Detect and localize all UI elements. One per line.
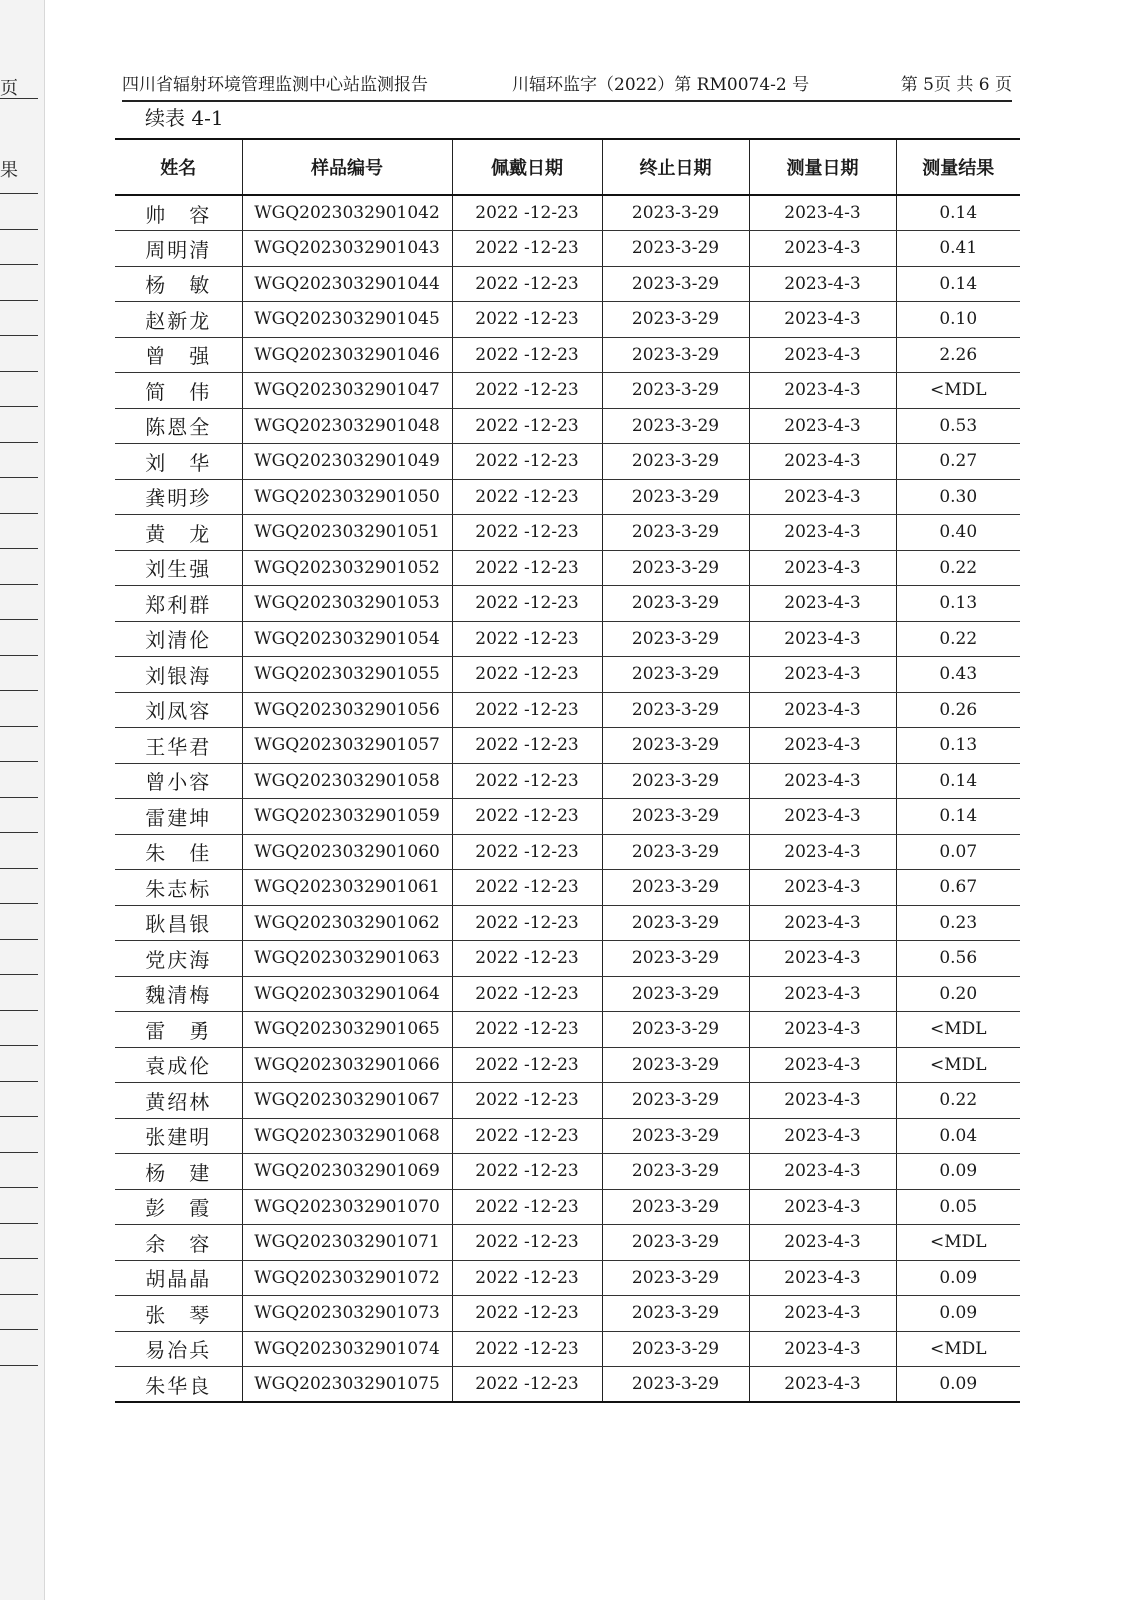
cell-wear-date: 2022 -12-23 — [452, 870, 602, 906]
cell-name: 余 容 — [115, 1225, 242, 1261]
cell-result: 0.26 — [896, 692, 1020, 728]
table-row — [115, 763, 1020, 799]
cell-sample-id: WGQ2023032901061 — [242, 870, 452, 906]
cell-name: 魏清梅 — [115, 976, 242, 1012]
cell-wear-date: 2022 -12-23 — [452, 763, 602, 799]
cell-result: 0.07 — [896, 834, 1020, 870]
cell-measure-date: 2023-4-3 — [749, 905, 896, 941]
edge-rule-line — [0, 335, 38, 336]
cell-wear-date: 2022 -12-23 — [452, 337, 602, 373]
edge-rule-line — [0, 761, 38, 762]
edge-char-2: 果 — [0, 160, 18, 181]
cell-wear-date: 2022 -12-23 — [452, 1189, 602, 1225]
cell-measure-date: 2023-4-3 — [749, 408, 896, 444]
edge-rule-line — [0, 442, 38, 443]
cell-name: 朱 佳 — [115, 834, 242, 870]
cell-measure-date: 2023-4-3 — [749, 1189, 896, 1225]
cell-name: 周明清 — [115, 231, 242, 267]
table-row — [115, 1083, 1020, 1119]
cell-measure-date: 2023-4-3 — [749, 941, 896, 977]
table-subtitle: 续表 4-1 — [145, 106, 224, 130]
cell-result: 0.04 — [896, 1118, 1020, 1154]
cell-wear-date: 2022 -12-23 — [452, 479, 602, 515]
cell-measure-date: 2023-4-3 — [749, 657, 896, 693]
header-end-date: 终止日期 — [602, 139, 749, 195]
cell-end-date: 2023-3-29 — [602, 941, 749, 977]
cell-result: 0.09 — [896, 1367, 1020, 1403]
cell-sample-id: WGQ2023032901055 — [242, 657, 452, 693]
cell-wear-date: 2022 -12-23 — [452, 834, 602, 870]
cell-result: 0.14 — [896, 763, 1020, 799]
cell-result: <MDL — [896, 1225, 1020, 1261]
cell-end-date: 2023-3-29 — [602, 692, 749, 728]
report-header — [122, 66, 1012, 102]
table-row — [115, 941, 1020, 977]
cell-wear-date: 2022 -12-23 — [452, 941, 602, 977]
cell-measure-date: 2023-4-3 — [749, 195, 896, 231]
table-row — [115, 1154, 1020, 1190]
cell-name: 朱华良 — [115, 1367, 242, 1403]
cell-end-date: 2023-3-29 — [602, 870, 749, 906]
cell-wear-date: 2022 -12-23 — [452, 657, 602, 693]
cell-measure-date: 2023-4-3 — [749, 302, 896, 338]
table-row — [115, 834, 1020, 870]
cell-wear-date: 2022 -12-23 — [452, 1367, 602, 1403]
cell-measure-date: 2023-4-3 — [749, 834, 896, 870]
cell-wear-date: 2022 -12-23 — [452, 373, 602, 409]
cell-end-date: 2023-3-29 — [602, 550, 749, 586]
cell-end-date: 2023-3-29 — [602, 1367, 749, 1403]
edge-rule-line — [0, 903, 38, 904]
cell-name: 杨 建 — [115, 1154, 242, 1190]
cell-wear-date: 2022 -12-23 — [452, 302, 602, 338]
table-row — [115, 266, 1020, 302]
cell-name: 龚明珍 — [115, 479, 242, 515]
edge-rule-line — [0, 1045, 38, 1046]
table-row — [115, 976, 1020, 1012]
cell-sample-id: WGQ2023032901056 — [242, 692, 452, 728]
cell-measure-date: 2023-4-3 — [749, 1083, 896, 1119]
cell-measure-date: 2023-4-3 — [749, 515, 896, 551]
cell-sample-id: WGQ2023032901054 — [242, 621, 452, 657]
cell-end-date: 2023-3-29 — [602, 1012, 749, 1048]
edge-rule-line — [0, 655, 38, 656]
edge-rule-line — [0, 1329, 38, 1330]
cell-measure-date: 2023-4-3 — [749, 337, 896, 373]
cell-result: 0.20 — [896, 976, 1020, 1012]
cell-measure-date: 2023-4-3 — [749, 1367, 896, 1403]
cell-wear-date: 2022 -12-23 — [452, 799, 602, 835]
cell-sample-id: WGQ2023032901075 — [242, 1367, 452, 1403]
cell-wear-date: 2022 -12-23 — [452, 976, 602, 1012]
cell-measure-date: 2023-4-3 — [749, 1118, 896, 1154]
cell-wear-date: 2022 -12-23 — [452, 1260, 602, 1296]
table-row — [115, 586, 1020, 622]
table-row — [115, 621, 1020, 657]
cell-name: 郑利群 — [115, 586, 242, 622]
header-result: 测量结果 — [896, 139, 1020, 195]
cell-sample-id: WGQ2023032901057 — [242, 728, 452, 764]
edge-rule-line — [0, 1365, 38, 1366]
cell-measure-date: 2023-4-3 — [749, 763, 896, 799]
edge-rule-line — [0, 229, 38, 230]
cell-measure-date: 2023-4-3 — [749, 550, 896, 586]
header-document-number: 川辐环监字（2022）第 RM0074-2 号 — [512, 75, 810, 95]
cell-name: 张建明 — [115, 1118, 242, 1154]
cell-measure-date: 2023-4-3 — [749, 692, 896, 728]
edge-rule-line — [0, 1294, 38, 1295]
table-row — [115, 479, 1020, 515]
cell-result: 0.13 — [896, 728, 1020, 764]
cell-measure-date: 2023-4-3 — [749, 728, 896, 764]
edge-rule-line — [0, 832, 38, 833]
cell-wear-date: 2022 -12-23 — [452, 1296, 602, 1332]
cell-wear-date: 2022 -12-23 — [452, 692, 602, 728]
cell-result: <MDL — [896, 1012, 1020, 1048]
edge-rule-line — [0, 300, 38, 301]
cell-end-date: 2023-3-29 — [602, 1296, 749, 1332]
cell-end-date: 2023-3-29 — [602, 905, 749, 941]
edge-rule-line — [0, 193, 38, 194]
cell-end-date: 2023-3-29 — [602, 266, 749, 302]
cell-name: 简 伟 — [115, 373, 242, 409]
cell-result: 0.23 — [896, 905, 1020, 941]
cell-result: 0.22 — [896, 1083, 1020, 1119]
table-row — [115, 550, 1020, 586]
cell-wear-date: 2022 -12-23 — [452, 515, 602, 551]
cell-end-date: 2023-3-29 — [602, 1083, 749, 1119]
cell-name: 耿昌银 — [115, 905, 242, 941]
header-organization: 四川省辐射环境管理监测中心站监测报告 — [122, 75, 428, 95]
cell-sample-id: WGQ2023032901070 — [242, 1189, 452, 1225]
cell-sample-id: WGQ2023032901059 — [242, 799, 452, 835]
cell-measure-date: 2023-4-3 — [749, 621, 896, 657]
cell-name: 张 琴 — [115, 1296, 242, 1332]
cell-end-date: 2023-3-29 — [602, 1154, 749, 1190]
cell-measure-date: 2023-4-3 — [749, 1296, 896, 1332]
cell-measure-date: 2023-4-3 — [749, 1260, 896, 1296]
cell-measure-date: 2023-4-3 — [749, 444, 896, 480]
cell-wear-date: 2022 -12-23 — [452, 1331, 602, 1367]
cell-name: 胡晶晶 — [115, 1260, 242, 1296]
cell-result: 0.09 — [896, 1154, 1020, 1190]
cell-measure-date: 2023-4-3 — [749, 373, 896, 409]
cell-name: 陈恩全 — [115, 408, 242, 444]
cell-sample-id: WGQ2023032901058 — [242, 763, 452, 799]
cell-name: 朱志标 — [115, 870, 242, 906]
table-row — [115, 302, 1020, 338]
cell-sample-id: WGQ2023032901047 — [242, 373, 452, 409]
cell-wear-date: 2022 -12-23 — [452, 444, 602, 480]
table-row — [115, 905, 1020, 941]
cell-measure-date: 2023-4-3 — [749, 1331, 896, 1367]
table-row — [115, 515, 1020, 551]
edge-rule-line — [0, 98, 38, 99]
cell-sample-id: WGQ2023032901074 — [242, 1331, 452, 1367]
edge-rule-line — [0, 939, 38, 940]
cell-end-date: 2023-3-29 — [602, 586, 749, 622]
cell-end-date: 2023-3-29 — [602, 1118, 749, 1154]
cell-end-date: 2023-3-29 — [602, 657, 749, 693]
cell-sample-id: WGQ2023032901066 — [242, 1047, 452, 1083]
cell-result: 0.41 — [896, 231, 1020, 267]
header-measure-date: 测量日期 — [749, 139, 896, 195]
cell-end-date: 2023-3-29 — [602, 763, 749, 799]
cell-sample-id: WGQ2023032901062 — [242, 905, 452, 941]
table-row — [115, 373, 1020, 409]
cell-name: 赵新龙 — [115, 302, 242, 338]
cell-result: 0.27 — [896, 444, 1020, 480]
table-row — [115, 444, 1020, 480]
cell-wear-date: 2022 -12-23 — [452, 1047, 602, 1083]
cell-name: 雷建坤 — [115, 799, 242, 835]
edge-rule-line — [0, 974, 38, 975]
cell-result: 0.10 — [896, 302, 1020, 338]
dosimetry-results-table — [115, 138, 1020, 1403]
cell-name: 袁成伦 — [115, 1047, 242, 1083]
cell-measure-date: 2023-4-3 — [749, 479, 896, 515]
cell-sample-id: WGQ2023032901052 — [242, 550, 452, 586]
cell-name: 刘凤容 — [115, 692, 242, 728]
edge-rule-line — [0, 548, 38, 549]
cell-wear-date: 2022 -12-23 — [452, 1118, 602, 1154]
table-row — [115, 1189, 1020, 1225]
cell-end-date: 2023-3-29 — [602, 1260, 749, 1296]
cell-end-date: 2023-3-29 — [602, 515, 749, 551]
cell-result: 0.09 — [896, 1296, 1020, 1332]
cell-result: 0.09 — [896, 1260, 1020, 1296]
cell-measure-date: 2023-4-3 — [749, 1154, 896, 1190]
cell-sample-id: WGQ2023032901043 — [242, 231, 452, 267]
cell-result: 0.30 — [896, 479, 1020, 515]
edge-rule-line — [0, 584, 38, 585]
cell-end-date: 2023-3-29 — [602, 444, 749, 480]
table-row — [115, 1296, 1020, 1332]
cell-name: 黄绍林 — [115, 1083, 242, 1119]
cell-sample-id: WGQ2023032901060 — [242, 834, 452, 870]
edge-rule-line — [0, 513, 38, 514]
edge-rule-line — [0, 619, 38, 620]
table-row — [115, 1047, 1020, 1083]
cell-end-date: 2023-3-29 — [602, 195, 749, 231]
cell-sample-id: WGQ2023032901044 — [242, 266, 452, 302]
edge-rule-line — [0, 797, 38, 798]
edge-rule-line — [0, 1116, 38, 1117]
cell-end-date: 2023-3-29 — [602, 302, 749, 338]
cell-sample-id: WGQ2023032901042 — [242, 195, 452, 231]
cell-name: 易冶兵 — [115, 1331, 242, 1367]
edge-rule-line — [0, 264, 38, 265]
cell-end-date: 2023-3-29 — [602, 1225, 749, 1261]
table-row — [115, 728, 1020, 764]
cell-end-date: 2023-3-29 — [602, 373, 749, 409]
cell-name: 刘清伦 — [115, 621, 242, 657]
cell-wear-date: 2022 -12-23 — [452, 586, 602, 622]
table-row — [115, 1225, 1020, 1261]
header-name: 姓名 — [160, 158, 197, 179]
cell-sample-id: WGQ2023032901051 — [242, 515, 452, 551]
cell-result: 2.26 — [896, 337, 1020, 373]
edge-rule-line — [0, 1258, 38, 1259]
cell-measure-date: 2023-4-3 — [749, 1225, 896, 1261]
cell-end-date: 2023-3-29 — [602, 799, 749, 835]
cell-result: <MDL — [896, 1047, 1020, 1083]
table-row — [115, 692, 1020, 728]
edge-rule-line — [0, 371, 38, 372]
cell-name: 王华君 — [115, 728, 242, 764]
edge-rule-line — [0, 726, 38, 727]
cell-sample-id: WGQ2023032901065 — [242, 1012, 452, 1048]
cell-sample-id: WGQ2023032901072 — [242, 1260, 452, 1296]
table-row — [115, 1012, 1020, 1048]
cell-name: 帅 容 — [115, 195, 242, 231]
edge-rule-line — [0, 868, 38, 869]
cell-end-date: 2023-3-29 — [602, 1331, 749, 1367]
cell-result: 0.22 — [896, 621, 1020, 657]
cell-wear-date: 2022 -12-23 — [452, 550, 602, 586]
adjacent-page-edge — [0, 0, 45, 1600]
edge-rule-line — [0, 1081, 38, 1082]
cell-result: 0.22 — [896, 550, 1020, 586]
cell-name: 彭 霞 — [115, 1189, 242, 1225]
cell-sample-id: WGQ2023032901069 — [242, 1154, 452, 1190]
table-row — [115, 870, 1020, 906]
cell-name: 刘银海 — [115, 657, 242, 693]
table-row — [115, 195, 1020, 231]
cell-wear-date: 2022 -12-23 — [452, 728, 602, 764]
cell-sample-id: WGQ2023032901071 — [242, 1225, 452, 1261]
table-row — [115, 231, 1020, 267]
cell-sample-id: WGQ2023032901063 — [242, 941, 452, 977]
cell-sample-id: WGQ2023032901045 — [242, 302, 452, 338]
cell-end-date: 2023-3-29 — [602, 231, 749, 267]
table-row — [115, 337, 1020, 373]
cell-result: 0.56 — [896, 941, 1020, 977]
cell-result: 0.14 — [896, 266, 1020, 302]
cell-result: 0.14 — [896, 799, 1020, 835]
edge-rule-line — [0, 690, 38, 691]
cell-name: 曾小容 — [115, 763, 242, 799]
header-page-number: 第 5页 共 6 页 — [900, 75, 1012, 95]
cell-name: 党庆海 — [115, 941, 242, 977]
edge-rule-line — [0, 477, 38, 478]
cell-measure-date: 2023-4-3 — [749, 231, 896, 267]
cell-wear-date: 2022 -12-23 — [452, 1083, 602, 1119]
cell-measure-date: 2023-4-3 — [749, 799, 896, 835]
table-row — [115, 657, 1020, 693]
cell-sample-id: WGQ2023032901046 — [242, 337, 452, 373]
cell-measure-date: 2023-4-3 — [749, 266, 896, 302]
cell-end-date: 2023-3-29 — [602, 728, 749, 764]
cell-sample-id: WGQ2023032901067 — [242, 1083, 452, 1119]
cell-result: 0.14 — [896, 195, 1020, 231]
cell-measure-date: 2023-4-3 — [749, 976, 896, 1012]
table-row — [115, 1367, 1020, 1403]
cell-wear-date: 2022 -12-23 — [452, 1225, 602, 1261]
cell-end-date: 2023-3-29 — [602, 408, 749, 444]
table-row — [115, 1260, 1020, 1296]
cell-measure-date: 2023-4-3 — [749, 1012, 896, 1048]
cell-end-date: 2023-3-29 — [602, 479, 749, 515]
cell-wear-date: 2022 -12-23 — [452, 621, 602, 657]
cell-sample-id: WGQ2023032901053 — [242, 586, 452, 622]
edge-rule-line — [0, 1187, 38, 1188]
cell-wear-date: 2022 -12-23 — [452, 905, 602, 941]
cell-name: 雷 勇 — [115, 1012, 242, 1048]
cell-wear-date: 2022 -12-23 — [452, 1154, 602, 1190]
cell-end-date: 2023-3-29 — [602, 834, 749, 870]
cell-wear-date: 2022 -12-23 — [452, 1012, 602, 1048]
table-row — [115, 408, 1020, 444]
cell-wear-date: 2022 -12-23 — [452, 195, 602, 231]
header-wear-date: 佩戴日期 — [452, 139, 602, 195]
cell-end-date: 2023-3-29 — [602, 1047, 749, 1083]
cell-sample-id: WGQ2023032901050 — [242, 479, 452, 515]
cell-result: 0.13 — [896, 586, 1020, 622]
cell-measure-date: 2023-4-3 — [749, 1047, 896, 1083]
cell-result: 0.05 — [896, 1189, 1020, 1225]
cell-end-date: 2023-3-29 — [602, 1189, 749, 1225]
cell-end-date: 2023-3-29 — [602, 337, 749, 373]
cell-result: 0.40 — [896, 515, 1020, 551]
cell-end-date: 2023-3-29 — [602, 976, 749, 1012]
table-row — [115, 799, 1020, 835]
cell-name: 刘 华 — [115, 444, 242, 480]
cell-wear-date: 2022 -12-23 — [452, 408, 602, 444]
header-sample-id: 样品编号 — [242, 139, 452, 195]
edge-rule-line — [0, 1152, 38, 1153]
cell-wear-date: 2022 -12-23 — [452, 231, 602, 267]
cell-wear-date: 2022 -12-23 — [452, 266, 602, 302]
cell-result: <MDL — [896, 1331, 1020, 1367]
cell-measure-date: 2023-4-3 — [749, 870, 896, 906]
cell-result: 0.53 — [896, 408, 1020, 444]
cell-sample-id: WGQ2023032901048 — [242, 408, 452, 444]
cell-name: 曾 强 — [115, 337, 242, 373]
cell-sample-id: WGQ2023032901049 — [242, 444, 452, 480]
cell-result: <MDL — [896, 373, 1020, 409]
cell-end-date: 2023-3-29 — [602, 621, 749, 657]
cell-name: 刘生强 — [115, 550, 242, 586]
edge-char-1: 页 — [0, 78, 18, 99]
cell-name: 杨 敏 — [115, 266, 242, 302]
edge-rule-line — [0, 1010, 38, 1011]
table-row — [115, 1118, 1020, 1154]
cell-result: 0.43 — [896, 657, 1020, 693]
cell-sample-id: WGQ2023032901073 — [242, 1296, 452, 1332]
edge-rule-line — [0, 406, 38, 407]
table-row — [115, 1331, 1020, 1367]
cell-name: 黄 龙 — [115, 515, 242, 551]
cell-sample-id: WGQ2023032901068 — [242, 1118, 452, 1154]
edge-rule-line — [0, 1223, 38, 1224]
table-header-row — [115, 139, 1020, 195]
cell-measure-date: 2023-4-3 — [749, 586, 896, 622]
cell-sample-id: WGQ2023032901064 — [242, 976, 452, 1012]
cell-result: 0.67 — [896, 870, 1020, 906]
